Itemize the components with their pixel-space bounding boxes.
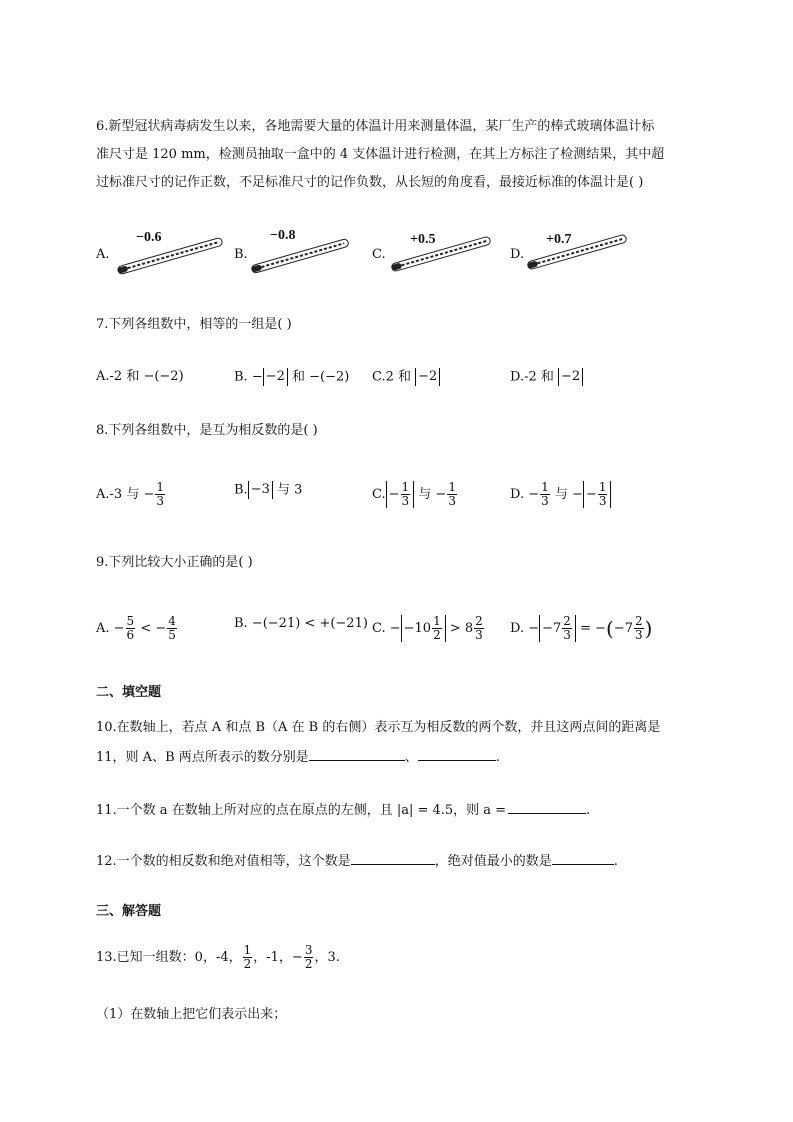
q6-option-d-letter: D.	[510, 247, 525, 262]
q11-blank[interactable]	[508, 799, 586, 814]
q8-option-d: D. − $\frac{1}{3}$ 与 − − $\frac{1}{3}$	[510, 481, 611, 508]
q6-stem-line3: 过标准尺寸的记作正数，不足标准尺寸的记作负数，从长短的角度看，最接近标准的体温计是( )	[96, 175, 644, 190]
q8-option-a: A.-3 与 − $\frac{1}{3}$	[96, 480, 164, 508]
q6-option-a-value: −0.6	[136, 230, 162, 245]
thermometer-d-icon	[522, 230, 632, 274]
q8-option-b: B. −3 与 3	[234, 482, 303, 498]
q12-blank-a[interactable]	[351, 850, 435, 865]
q6-option-b-value: −0.8	[270, 228, 296, 243]
q6-option-c-letter: C.	[372, 247, 386, 262]
q7-option-b: B. − −2 和 −(−2)	[234, 369, 350, 385]
q6-option-a-letter: A.	[96, 247, 110, 262]
q7-option-a: A.-2 和 −(−2)	[96, 369, 184, 384]
q6-option-b-letter: B.	[234, 247, 248, 262]
q6-option-c-value: +0.5	[410, 232, 436, 247]
q7-option-d: D.-2 和 −2	[510, 368, 583, 387]
section-fill-in-heading: 二、填空题	[96, 685, 162, 700]
q6-option-d-value: +0.7	[546, 232, 572, 247]
q13-stem: 13.已知一组数：0，-4， $\frac{1}{2}$ ，-1，− $\frac{3}{2}$ ，3.	[96, 943, 340, 971]
thermometer-c-icon	[386, 232, 496, 276]
q12-line: 12.一个数的相反数和绝对值相等，这个数是 ，绝对值最小的数是 .	[96, 850, 618, 871]
q8-stem: 8.下列各组数中，是互为相反数的是( )	[96, 423, 318, 438]
q7-option-c: C.2 和 −2	[372, 368, 440, 387]
q8-option-c: C. − $\frac{1}{3}$ 与 − $\frac{1}{3}$	[372, 480, 456, 508]
thermometer-b-icon	[246, 234, 354, 278]
q9-option-c: C. − −10 $\frac{1}{2}$ > 8 $\frac{2}{3}$	[372, 614, 483, 642]
q9-stem: 9.下列比较大小正确的是( )	[96, 555, 253, 570]
q10-blank-a[interactable]	[309, 746, 405, 761]
q13-sub1: （1）在数轴上把它们表示出来；	[96, 1007, 287, 1022]
thermometer-a-icon	[112, 234, 228, 278]
q12-blank-b[interactable]	[552, 850, 614, 865]
q9-option-a: A. − $\frac{5}{6}$ < − $\frac{4}{5}$	[96, 614, 176, 642]
q9-option-d: D. − −7 $\frac{2}{3}$ = −(−7 $\frac{2}{3}$ )	[510, 614, 653, 642]
q7-stem: 7.下列各组数中，相等的一组是( )	[96, 317, 292, 332]
q10-line2: 11，则 A、B 两点所表示的数分别是 、 .	[96, 746, 500, 767]
q6-stem-line2: 准尺寸是 120 mm，检测员抽取一盒中的 4 支体温计进行检测，在其上方标注了检测结果，其中超	[96, 147, 665, 162]
q9-option-b: B. −(−21) < +(−21)	[234, 616, 368, 631]
q10-blank-b[interactable]	[418, 746, 496, 761]
section-answer-heading: 三、解答题	[96, 904, 162, 919]
q6-stem-line1: 6.新型冠状病毒病发生以来，各地需要大量的体温计用来测量体温，某厂生产的棒式玻璃体温计标	[96, 119, 655, 134]
q11-line: 11.一个数 a 在数轴上所对应的点在原点的左侧，且 |a| = 4.5，则 a = .	[96, 799, 590, 820]
q10-line1: 10.在数轴上，若点 A 和点 B（A 在 B 的右侧）表示互为相反数的两个数，并且这两点间的距离是	[96, 720, 661, 735]
